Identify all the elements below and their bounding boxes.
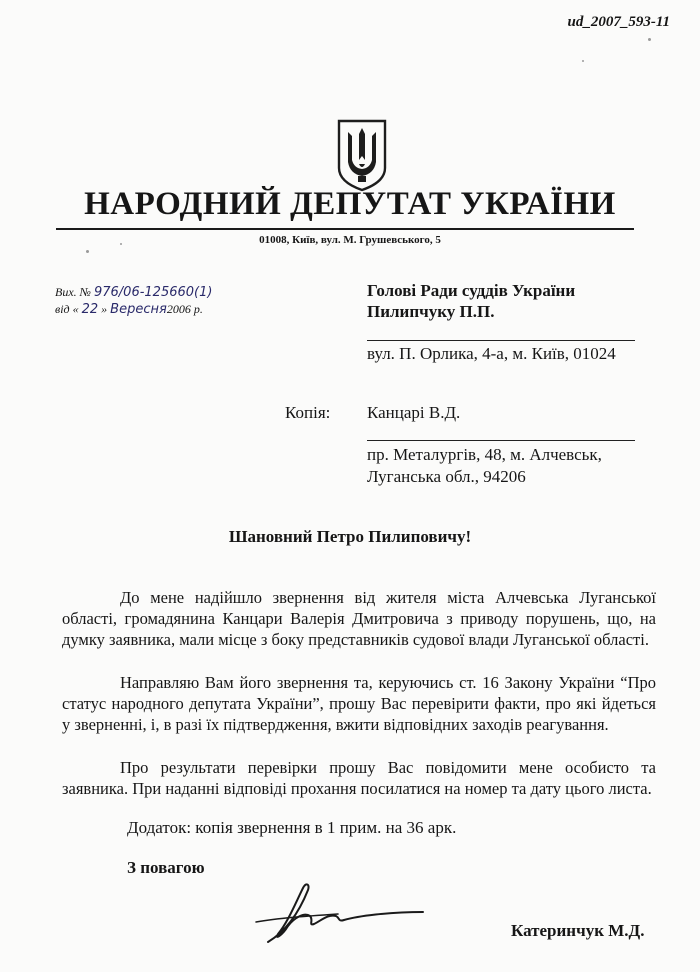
salutation: Шановний Петро Пилиповичу! — [228, 527, 472, 546]
outgoing-date-year: 2006 р. — [166, 302, 203, 316]
trident-emblem-icon — [336, 118, 388, 192]
scan-speck — [86, 250, 89, 253]
handwritten-signature — [248, 872, 448, 950]
outgoing-number-label: Вих. № — [55, 285, 91, 299]
letterhead-title: НАРОДНИЙ ДЕПУТАТ УКРАЇНИ — [84, 186, 616, 222]
scan-speck — [120, 243, 122, 245]
addressee-divider — [367, 340, 635, 341]
body-paragraph: До мене надійшло звернення від жителя міста Алчевська Луганської області, громадянина Канцари Валерія Дмитровича з приводу порушень, що, на думку заявника, мали місце з боку представників судової влади Луганської області. — [62, 588, 656, 649]
outgoing-number-value: 976/06-125660(1) — [93, 285, 213, 300]
closing-phrase: З повагою — [127, 858, 205, 877]
copy-address-line2: Луганська обл., 94206 — [367, 467, 526, 486]
copy-divider — [367, 440, 635, 441]
copy-address-line1: пр. Металургів, 48, м. Алчевськ, — [367, 445, 602, 464]
addressee-address: вул. П. Орлика, 4-а, м. Київ, 01024 — [367, 344, 616, 363]
outgoing-date-month: Вересня — [110, 302, 167, 317]
attachment-note: Додаток: копія звернення в 1 прим. на 36 арк. — [127, 818, 457, 837]
outgoing-date-day: 22 — [81, 302, 99, 317]
outgoing-date-sep: » — [101, 302, 108, 316]
letterhead-divider — [56, 228, 634, 230]
copy-recipient-name: Канцарі В.Д. — [367, 403, 461, 422]
letterhead-address: 01008, Київ, вул. М. Грушевського, 5 — [259, 234, 441, 246]
body-paragraph: Направляю Вам його звернення та, керуючись ст. 16 Закону України “Про статус народного депутата України”, прошу Вас перевірити факти, про які йдеться у зверненні, і, в разі їх підтвердження, вжити відповідних заходів реагування. — [62, 673, 656, 734]
scan-speck — [648, 38, 651, 41]
outgoing-number — [55, 285, 212, 300]
scan-speck — [582, 60, 584, 62]
body-paragraph: Про результати перевірки прошу Вас повідомити мене особисто та заявника. При наданні відповіді прохання посилатися на номер та дату цього листа. — [62, 758, 656, 798]
addressee-name: Пилипчуку П.П. — [367, 302, 495, 321]
addressee-title: Голові Ради суддів України — [367, 281, 576, 300]
outgoing-date — [55, 302, 203, 317]
signer-name: Катеринчук М.Д. — [511, 921, 645, 940]
outgoing-date-from: від « — [55, 302, 79, 316]
document-reference: ud_2007_593-11 — [567, 14, 670, 30]
copy-label: Копія: — [285, 403, 331, 422]
